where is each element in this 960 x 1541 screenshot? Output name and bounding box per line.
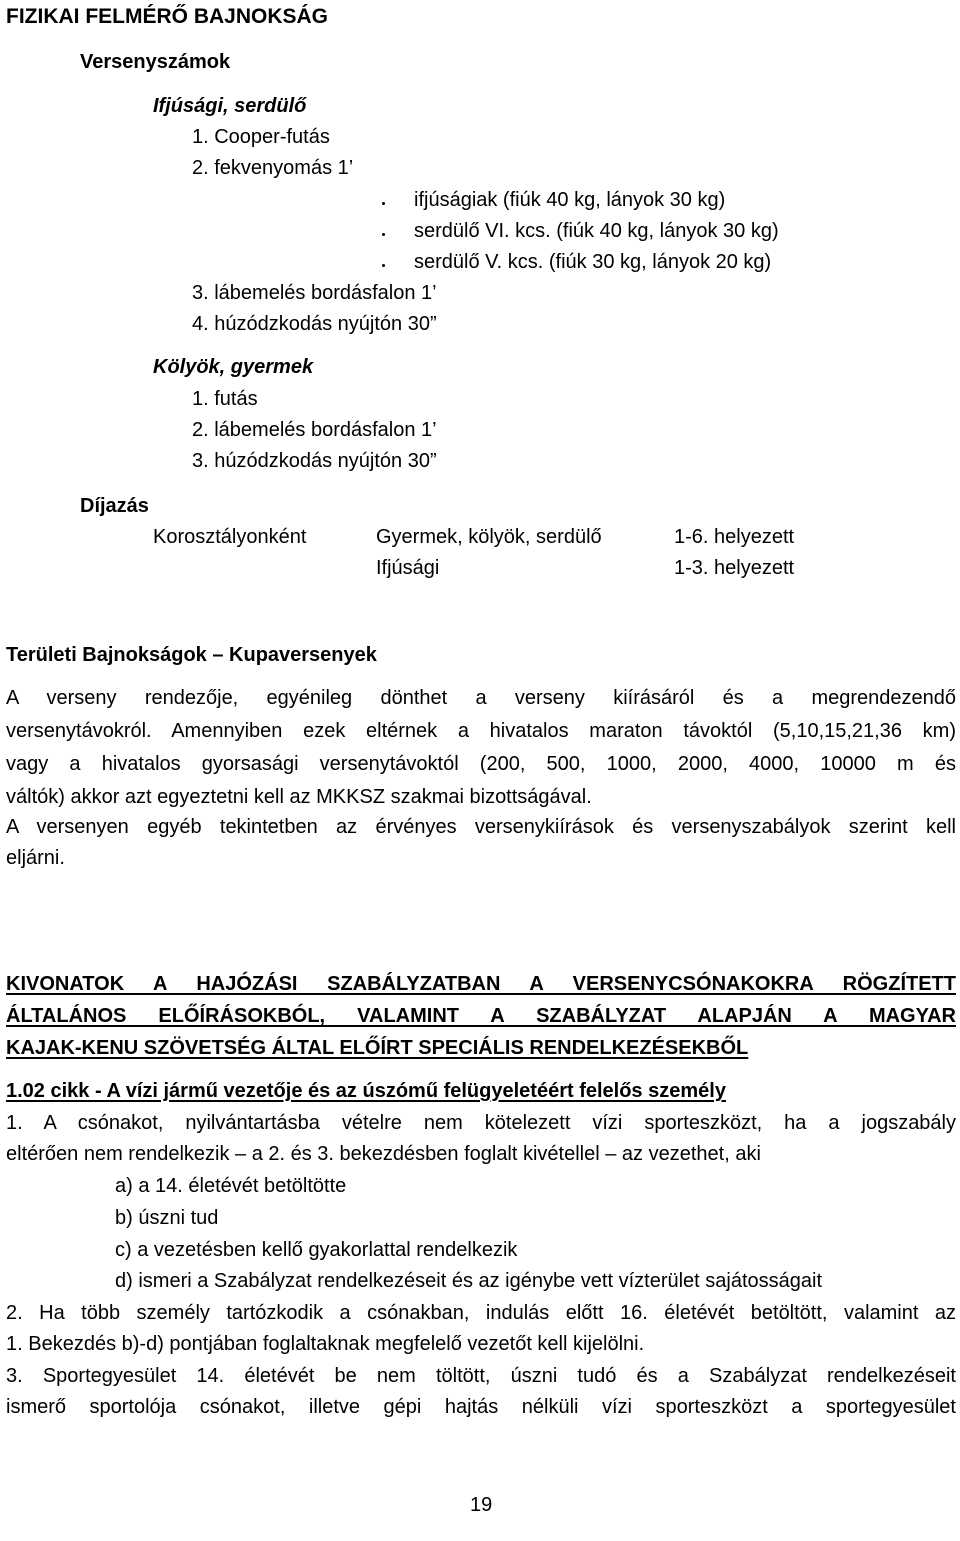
dijazas-place: 1-6. helyezett [674,526,795,548]
dijazas-heading: Díjazás [80,495,149,517]
paragraph-line: A verseny rendezője, egyénileg dönthet a verseny kiírásáról és a megrendezendő [6,687,956,709]
paragraph-line: vagy a hivatalos gyorsasági versenytávoktól (200, 500, 1000, 2000, 4000, 10000 m és [6,753,956,775]
list-item: 3. húzódzkodás nyújtón 30” [192,450,437,472]
list-item: 3. lábemelés bordásfalon 1’ [192,282,437,304]
paragraph-line: 1. Bekezdés b)-d) pontjában foglaltaknak megfelelő vezetőt kell kijelölni. [6,1333,645,1355]
bullet-icon [382,264,385,267]
paragraph-line: eljárni. [6,847,65,869]
sub-item: b) úszni tud [115,1207,219,1229]
versenyszamok-heading: Versenyszámok [80,51,231,73]
dijazas-place: 1-3. helyezett [674,557,795,579]
paragraph-line: eltérően nem rendelkezik – a 2. és 3. bekezdésben foglalt kivétellel – az vezethet, aki [6,1143,761,1165]
bullet-item: serdülő VI. kcs. (fiúk 40 kg, lányok 30 kg) [414,220,779,242]
list-item: 2. lábemelés bordásfalon 1’ [192,419,437,441]
kivonatok-heading-line: KAJAK-KENU SZÖVETSÉG ÁLTAL ELŐÍRT SPECIÁLIS RENDELKEZÉSEKBŐL [6,1037,749,1059]
dijazas-label: Korosztályonként [153,526,307,548]
dijazas-group: Gyermek, kölyök, serdülő [376,526,602,548]
list-item: 1. Cooper-futás [192,126,330,148]
sub-item: c) a vezetésben kellő gyakorlattal rendelkezik [115,1239,518,1261]
ifjusagi-heading: Ifjúsági, serdülő [153,95,307,117]
list-item: 4. húzódzkodás nyújtón 30” [192,313,437,335]
paragraph-line: A versenyen egyéb tekintetben az érvényes versenykiírások és versenyszabályok szerint kell [6,816,956,838]
paragraph-line: ismerő sportolója csónakot, illetve gépi hajtás nélküli vízi sporteszközt a sportegyesület [6,1396,956,1418]
list-item: 2. fekvenyomás 1’ [192,157,354,179]
sub-item: a) a 14. életévét betöltötte [115,1175,347,1197]
cikk-heading: 1.02 cikk - A vízi jármű vezetője és az úszómű felügyeletéért felelős személy [6,1080,726,1102]
kolyok-heading: Kölyök, gyermek [153,356,314,378]
paragraph-line: 3. Sportegyesület 14. életévét be nem töltött, úszni tudó és a Szabályzat rendelkezéseit [6,1365,956,1387]
list-item: 1. futás [192,388,258,410]
paragraph-line: 2. Ha több személy tartózkodik a csónakban, indulás előtt 16. életévét betöltött, valamint az [6,1302,956,1324]
sub-item: d) ismeri a Szabályzat rendelkezéseit és az igénybe vett vízterület sajátosságait [115,1270,823,1292]
paragraph-line: versenytávokról. Amennyiben ezek eltérnek a hivatalos maraton távoktól (5,10,15,21,36 km) [6,720,956,742]
bullet-icon [382,233,385,236]
bullet-item: serdülő V. kcs. (fiúk 30 kg, lányok 20 kg) [414,251,772,273]
paragraph-line: 1. A csónakot, nyilvántartásba vételre nem kötelezett vízi sporteszközt, ha a jogszabály [6,1112,956,1134]
bullet-icon [382,202,385,205]
kivonatok-heading-line: ÁLTALÁNOS ELŐÍRÁSOKBÓL, VALAMINT A SZABÁLYZAT ALAPJÁN A MAGYAR [6,1005,956,1027]
dijazas-group: Ifjúsági [376,557,440,579]
teruleti-heading: Területi Bajnokságok – Kupaversenyek [6,644,377,666]
kivonatok-heading-line: KIVONATOK A HAJÓZÁSI SZABÁLYZATBAN A VERSENYCSÓNAKOKRA RÖGZÍTETT [6,973,956,995]
page-title: FIZIKAI FELMÉRŐ BAJNOKSÁG [6,5,329,28]
page-number: 19 [470,1494,493,1516]
bullet-item: ifjúságiak (fiúk 40 kg, lányok 30 kg) [414,189,726,211]
paragraph-line: váltók) akkor azt egyeztetni kell az MKKSZ szakmai bizottságával. [6,786,592,808]
